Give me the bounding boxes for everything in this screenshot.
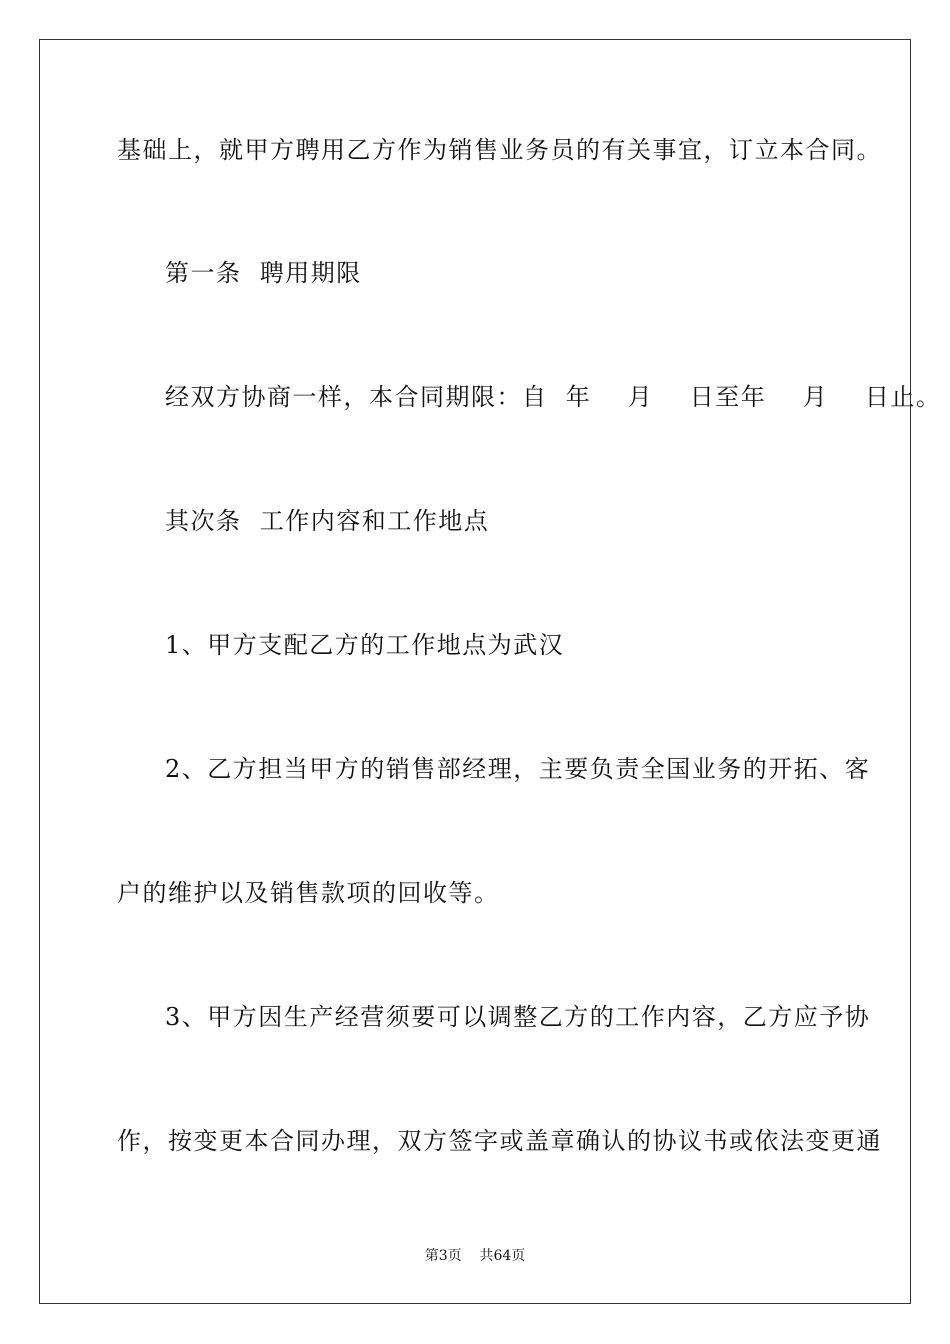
text-line-term: 经双方协商一样，本合同期限：自 年 月 日至年 月 日止。 (165, 383, 942, 411)
page-border (39, 39, 911, 1304)
page-number: 第3页 (424, 1248, 462, 1264)
text-line-item-2: 2、乙方担当甲方的销售部经理，主要负责全国业务的开拓、客 (165, 755, 871, 783)
text-line-item-3-cont: 作，按变更本合同办理，双方签字或盖章确认的协议书或依法变更通 (117, 1127, 882, 1155)
page-footer (0, 1247, 950, 1265)
text-line-item-3: 3、甲方因生产经营须要可以调整乙方的工作内容，乙方应予协 (165, 1003, 871, 1031)
section-heading-term: 第一条 聘用期限 (165, 259, 362, 287)
text-line-item-2-cont: 户的维护以及销售款项的回收等。 (117, 879, 500, 907)
text-line-item-1: 1、甲方支配乙方的工作地点为武汉 (165, 631, 565, 659)
page-total: 共64页 (479, 1248, 526, 1264)
section-heading-work: 其次条 工作内容和工作地点 (165, 507, 490, 535)
text-line-1: 基础上，就甲方聘用乙方作为销售业务员的有关事宜，订立本合同。 (117, 136, 882, 164)
